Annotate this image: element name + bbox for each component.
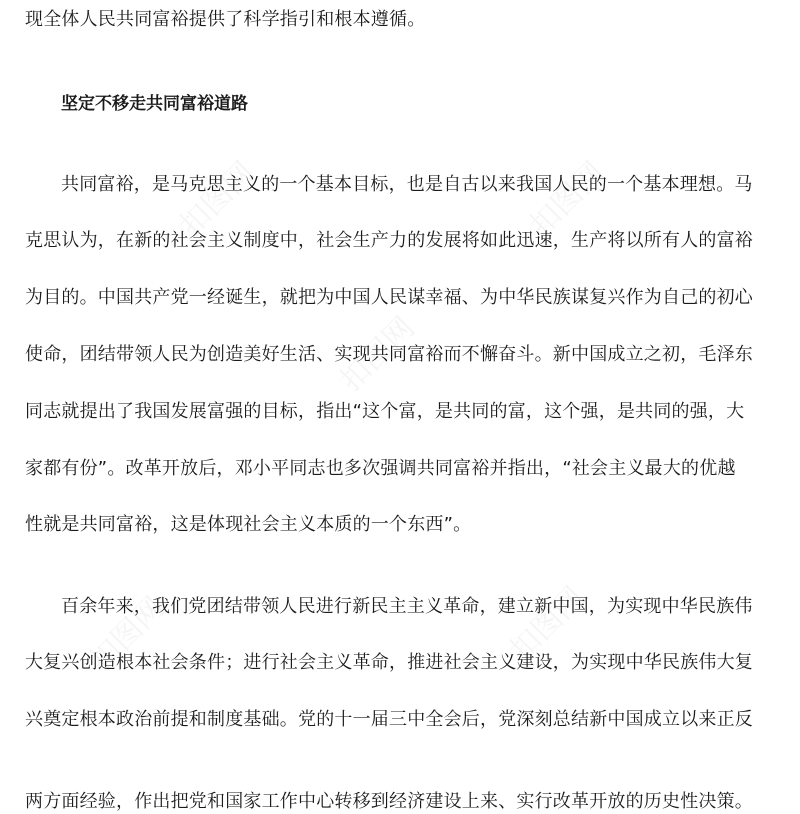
paragraph-line: 兴奠定根本政治前提和制度基础。党的十一届三中全会后，党深刻总结新中国成立以来正反 <box>25 709 753 730</box>
paragraph-line: 性就是共同富裕，这是体现社会主义本质的一个东西”。 <box>25 514 472 535</box>
paragraph-line: 共同富裕，是马克思主义的一个基本目标，也是自古以来我国人民的一个基本理想。马 <box>61 174 753 195</box>
paragraph-line: 百余年来，我们党团结带领人民进行新民主主义革命，建立新中国，为实现中华民族伟 <box>61 596 753 617</box>
paragraph-line: 现全体人民共同富裕提供了科学指引和根本遵循。 <box>25 9 426 30</box>
section-heading: 坚定不移走共同富裕道路 <box>61 94 248 114</box>
paragraph-line: 为目的。中国共产党一经诞生，就把为中国人民谋幸福、为中华民族谋复兴作为自己的初心 <box>25 287 753 308</box>
paragraph-line: 克思认为，在新的社会主义制度中，社会生产力的发展将如此迅速，生产将以所有人的富裕 <box>25 230 753 251</box>
paragraph-line: 两方面经验，作出把党和国家工作中心转移到经济建设上来、实行改革开放的历史性决策。 <box>25 791 753 812</box>
paragraph-line: 家都有份”。改革开放后，邓小平同志也多次强调共同富裕并指出，“社会主义最大的优越 <box>25 458 736 479</box>
paragraph-line: 大复兴创造根本社会条件；进行社会主义革命，推进社会主义建设，为实现中华民族伟大复 <box>25 652 753 673</box>
paragraph-line: 使命，团结带领人民为创造美好生活、实现共同富裕而不懈奋斗。新中国成立之初，毛泽东 <box>25 344 753 365</box>
paragraph-line: 同志就提出了我国发展富强的目标，指出“这个富，是共同的富，这个强，是共同的强，大 <box>25 401 745 422</box>
